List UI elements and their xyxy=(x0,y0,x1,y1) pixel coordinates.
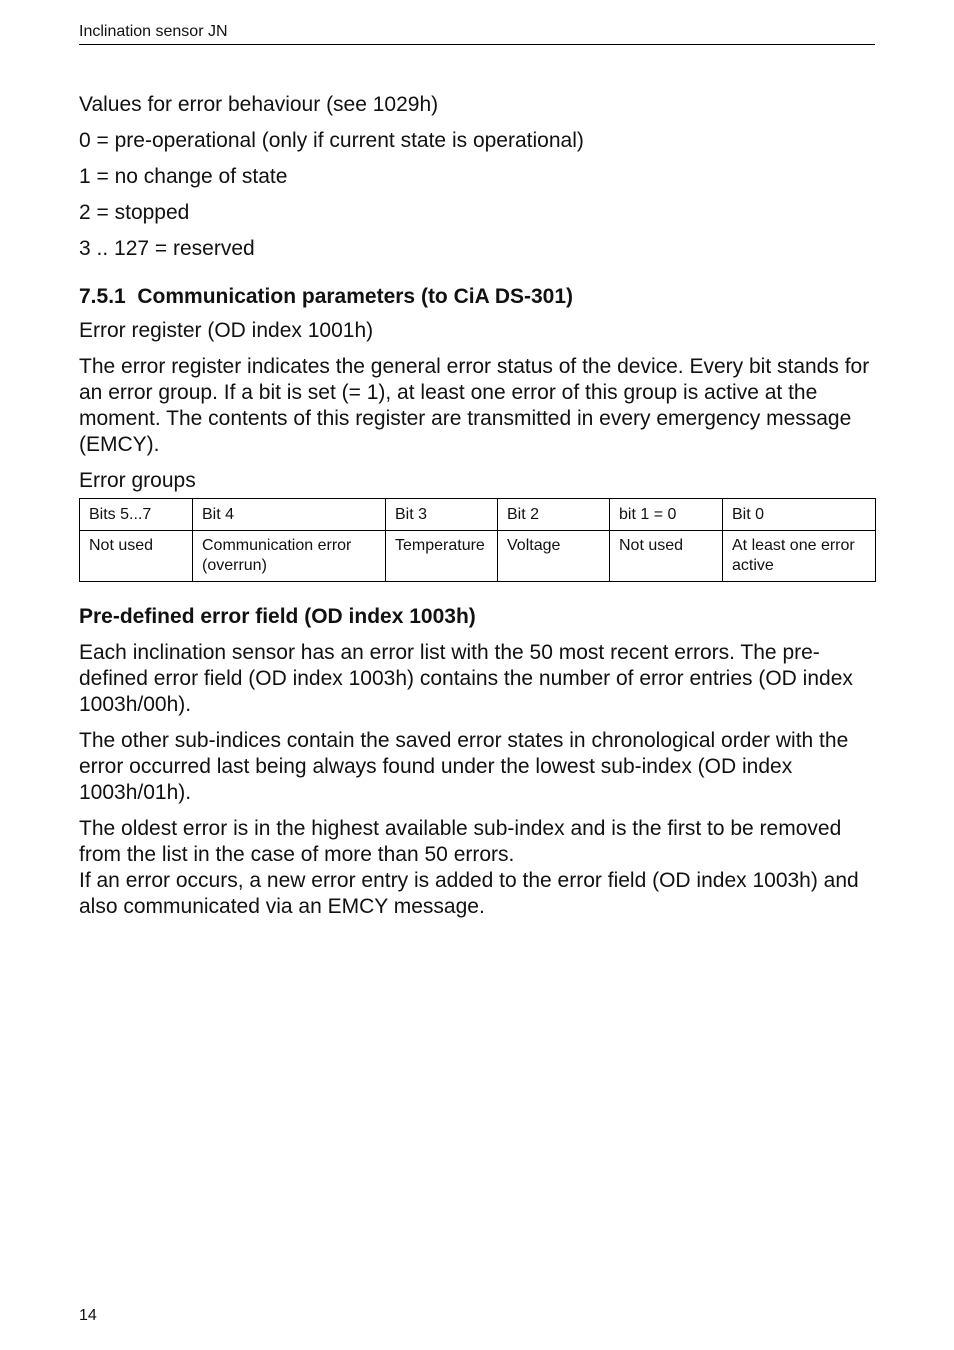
error-groups-label: Error groups xyxy=(79,469,196,492)
table-cell: Voltage xyxy=(498,531,610,582)
table-cell: Not used xyxy=(80,531,193,582)
table-header-cell: Bit 3 xyxy=(386,499,498,531)
error-behaviour-value: 3 .. 127 = reserved xyxy=(79,237,255,260)
predefined-paragraph: If an error occurs, a new error entry is added to the error field (OD index 1003h) and also communicated via an EMCY message. xyxy=(79,869,859,918)
section-subtitle: Error register (OD index 1001h) xyxy=(79,319,374,342)
error-behaviour-intro: Values for error behaviour (see 1029h) xyxy=(79,93,439,116)
page-number: 14 xyxy=(79,1307,97,1324)
error-behaviour-value: 2 = stopped xyxy=(79,201,190,224)
page-content xyxy=(79,92,875,920)
table-header-row xyxy=(80,499,876,531)
table-cell: Communication error (overrun) xyxy=(193,531,386,582)
error-groups-table xyxy=(79,498,876,582)
predefined-paragraph: The other sub-indices contain the saved error states in chronological order with the error occurred last being always found under the lowest sub-index (OD index 1003h/01h). xyxy=(79,729,849,804)
table-header-cell: bit 1 = 0 xyxy=(610,499,723,531)
table-cell: Not used xyxy=(610,531,723,582)
table-cell: Temperature xyxy=(386,531,498,582)
predefined-paragraph: Each inclination sensor has an error list with the 50 most recent errors. The pre-defined error field (OD index 1003h) contains the number of error entries (OD index 1003h/00h). xyxy=(79,641,853,716)
predefined-paragraph: The oldest error is in the highest available sub-index and is the first to be removed from the list in the case of more than 50 errors. xyxy=(79,817,842,866)
error-behaviour-value: 0 = pre-operational (only if current state is operational) xyxy=(79,129,584,152)
table-header-cell: Bit 4 xyxy=(193,499,386,531)
section-heading: 7.5.1 Communication parameters (to CiA DS-301) xyxy=(79,285,574,308)
section-description: The error register indicates the general error status of the device. Every bit stands for an error group. If a bit is set (= 1), at least one error of this group is active at the moment. The contents of this register are transmitted in every emergency message (EMCY). xyxy=(79,355,870,456)
predefined-heading: Pre-defined error field (OD index 1003h) xyxy=(79,605,476,628)
table-row xyxy=(80,531,876,582)
error-behaviour-value: 1 = no change of state xyxy=(79,165,288,188)
running-header: Inclination sensor JN xyxy=(79,22,875,45)
table-header-cell: Bit 0 xyxy=(723,499,876,531)
table-header-cell: Bit 2 xyxy=(498,499,610,531)
table-cell: At least one error active xyxy=(723,531,876,582)
table-header-cell: Bits 5...7 xyxy=(80,499,193,531)
